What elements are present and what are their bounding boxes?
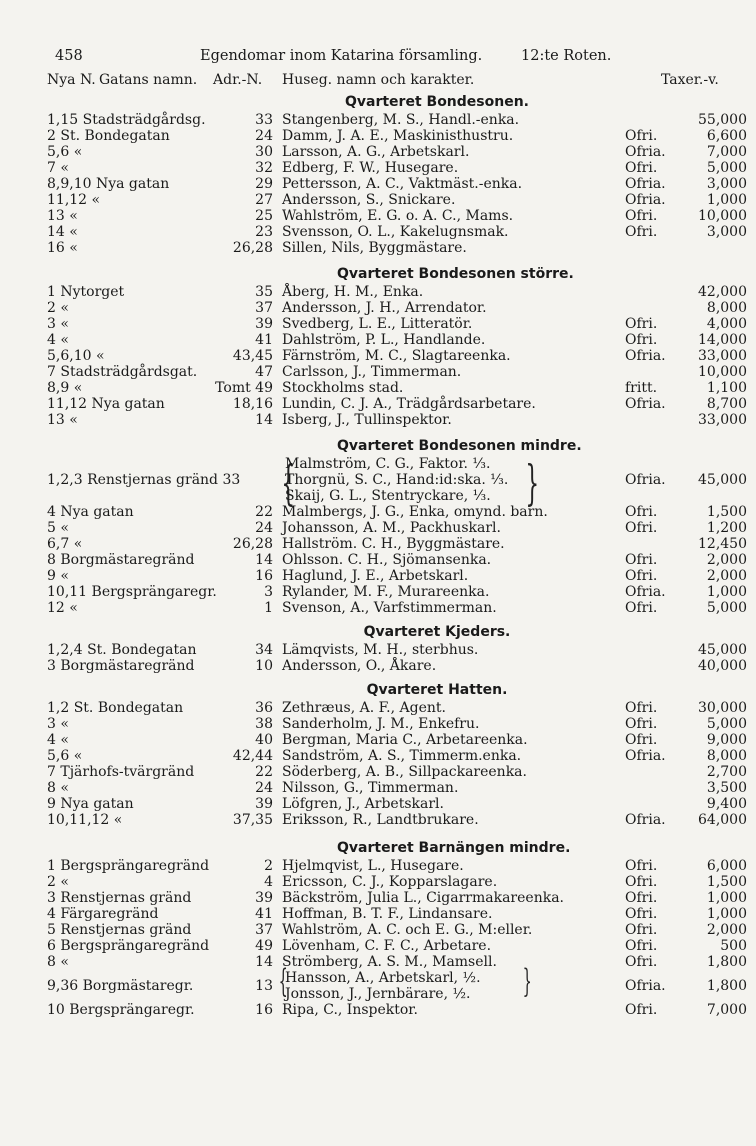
table-row bbox=[47, 642, 751, 658]
table-row bbox=[47, 732, 751, 748]
tax-value-cell: 33,000 bbox=[698, 412, 747, 428]
tax-value-cell: 2,000 bbox=[706, 568, 747, 584]
tax-value-cell: 5,000 bbox=[706, 716, 747, 732]
tax-status-cell: Ofria. bbox=[625, 348, 666, 364]
tax-value-cell: 1,000 bbox=[706, 890, 747, 906]
house-number-cell: 36 bbox=[255, 700, 273, 716]
section-title: Qvarteret Kjeders. bbox=[363, 624, 511, 640]
address-cell: 12 « bbox=[47, 600, 78, 616]
house-number-cell: 24 bbox=[255, 128, 273, 144]
address-cell: 1,2,4 St. Bondegatan bbox=[47, 642, 197, 658]
house-number-cell: 14 bbox=[255, 552, 273, 568]
address-cell: 7 Tjärhofs-tvärgränd bbox=[47, 764, 195, 780]
tax-value-cell: 64,000 bbox=[698, 812, 747, 828]
owner-cell: Svensson, O. L., Kakelugnsmak. bbox=[282, 224, 509, 240]
table-row bbox=[47, 364, 751, 380]
tax-status-cell: Ofri. bbox=[625, 504, 658, 520]
owner-cell: Hansson, A., Arbetskarl, ½. bbox=[285, 970, 481, 986]
owner-cell: Lundin, C. J. A., Trädgårdsarbetare. bbox=[282, 396, 536, 412]
tax-status-cell: Ofri. bbox=[625, 858, 658, 874]
address-cell: 10,11 Bergsprängaregr. bbox=[47, 584, 217, 600]
house-number-cell: 24 bbox=[255, 780, 273, 796]
address-cell: 10 Bergsprängaregr. bbox=[47, 1002, 195, 1018]
owner-cell: Söderberg, A. B., Sillpackareenka. bbox=[282, 764, 527, 780]
house-number-cell: 29 bbox=[255, 176, 273, 192]
quarter-section bbox=[47, 92, 751, 256]
address-cell: 3 « bbox=[47, 716, 69, 732]
table-row bbox=[47, 906, 751, 922]
right-brace-icon: } bbox=[525, 455, 540, 511]
tax-value-cell: 45,000 bbox=[698, 472, 747, 488]
page-header bbox=[55, 48, 705, 66]
address-cell: 2 « bbox=[47, 874, 69, 890]
house-number-cell: 3 bbox=[264, 584, 273, 600]
address-cell: 1 Bergsprängaregränd bbox=[47, 858, 210, 874]
tax-status-cell: fritt. bbox=[625, 380, 658, 396]
page-number: 458 bbox=[55, 48, 83, 64]
table-row bbox=[47, 160, 751, 176]
owner-cell: Thorgnü, S. C., Hand:id:ska. ⅓. bbox=[285, 472, 509, 488]
table-row bbox=[47, 780, 751, 796]
address-cell: 8 Borgmästaregränd bbox=[47, 552, 195, 568]
tax-status-cell: Ofri. bbox=[625, 874, 658, 890]
owner-cell: Malmbergs, J. G., Enka, omynd. barn. bbox=[282, 504, 548, 520]
table-row bbox=[47, 796, 751, 812]
address-cell: 4 « bbox=[47, 332, 69, 348]
tax-status-cell: Ofria. bbox=[625, 472, 666, 488]
address-cell: 9,36 Borgmästaregr. bbox=[47, 978, 194, 994]
address-cell: 1,15 Stadsträdgårdsg. bbox=[47, 112, 206, 128]
tax-value-cell: 1,200 bbox=[706, 520, 747, 536]
tax-value-cell: 3,500 bbox=[706, 780, 747, 796]
tax-status-cell: Ofri. bbox=[625, 160, 658, 176]
owner-cell: Dahlström, P. L., Handlande. bbox=[282, 332, 486, 348]
house-number-cell: 24 bbox=[255, 520, 273, 536]
table-row bbox=[47, 716, 751, 732]
tax-status-cell: Ofria. bbox=[625, 978, 666, 994]
tax-status-cell: Ofri. bbox=[625, 938, 658, 954]
house-number-cell: 26,28 bbox=[232, 536, 273, 552]
tax-status-cell: Ofri. bbox=[625, 922, 658, 938]
table-row bbox=[47, 520, 751, 536]
house-number-cell: 22 bbox=[255, 504, 273, 520]
address-cell: 3 « bbox=[47, 316, 69, 332]
tax-value-cell: 2,700 bbox=[706, 764, 747, 780]
owner-cell: Stangenberg, M. S., Handl.-enka. bbox=[282, 112, 520, 128]
tax-status-cell: Ofri. bbox=[625, 600, 658, 616]
owner-cell: Hjelmqvist, L., Husegare. bbox=[282, 858, 464, 874]
table-row bbox=[47, 112, 751, 128]
owner-cell: Hoffman, B. T. F., Lindansare. bbox=[282, 906, 493, 922]
tax-value-cell: 3,000 bbox=[706, 176, 747, 192]
address-cell: 2 « bbox=[47, 300, 69, 316]
tax-status-cell: Ofri. bbox=[625, 568, 658, 584]
house-number-cell: 37,35 bbox=[232, 812, 273, 828]
house-number-cell: 43,45 bbox=[232, 348, 273, 364]
owner-cell: Bäckström, Julia L., Cigarrmakareenka. bbox=[282, 890, 564, 906]
tax-value-cell: 1,000 bbox=[706, 906, 747, 922]
owner-cell: Strömberg, A. S. M., Mamsell. bbox=[282, 954, 497, 970]
table-row bbox=[47, 380, 751, 396]
tax-value-cell: 33,000 bbox=[698, 348, 747, 364]
house-number-cell: Tomt 49 bbox=[215, 380, 273, 396]
tax-value-cell: 1,800 bbox=[706, 978, 747, 994]
table-row bbox=[47, 332, 751, 348]
table-row bbox=[47, 536, 751, 552]
table-row bbox=[47, 176, 751, 192]
address-cell: 4 « bbox=[47, 732, 69, 748]
table-row bbox=[47, 658, 751, 674]
section-title: Qvarteret Hatten. bbox=[366, 682, 508, 698]
table-row bbox=[47, 700, 751, 716]
tax-value-cell: 1,800 bbox=[706, 954, 747, 970]
table-row bbox=[47, 316, 751, 332]
right-brace-icon: } bbox=[522, 962, 532, 1000]
house-number-cell: 26,28 bbox=[232, 240, 273, 256]
tax-status-cell: Ofria. bbox=[625, 396, 666, 412]
tax-value-cell: 1,000 bbox=[706, 584, 747, 600]
owner-cell: Larsson, A. G., Arbetskarl. bbox=[282, 144, 470, 160]
tax-value-cell: 1,100 bbox=[706, 380, 747, 396]
tax-status-cell: Ofri. bbox=[625, 890, 658, 906]
tax-value-cell: 5,000 bbox=[706, 160, 747, 176]
table-row bbox=[47, 240, 751, 256]
address-cell: 8 « bbox=[47, 954, 69, 970]
tax-value-cell: 7,000 bbox=[706, 1002, 747, 1018]
address-cell: 9 « bbox=[47, 568, 69, 584]
table-row bbox=[47, 552, 751, 568]
house-number-cell: 41 bbox=[255, 332, 273, 348]
house-number-cell: 14 bbox=[255, 412, 273, 428]
table-row bbox=[47, 192, 751, 208]
tax-status-cell: Ofria. bbox=[625, 812, 666, 828]
house-number-cell: 16 bbox=[255, 1002, 273, 1018]
owner-cell: Zethræus, A. F., Agent. bbox=[282, 700, 446, 716]
tax-value-cell: 8,000 bbox=[706, 300, 747, 316]
address-cell: 7 Stadsträdgårdsgat. bbox=[47, 364, 198, 380]
address-cell: 2 St. Bondegatan bbox=[47, 128, 170, 144]
table-row bbox=[47, 128, 751, 144]
column-headers bbox=[47, 72, 747, 90]
grouped-owner-row bbox=[47, 455, 751, 511]
owner-cell: Isberg, J., Tullinspektor. bbox=[282, 412, 452, 428]
quarter-section bbox=[47, 838, 751, 1018]
table-row bbox=[47, 284, 751, 300]
tax-status-cell: Ofri. bbox=[625, 700, 658, 716]
house-number-cell: 39 bbox=[255, 890, 273, 906]
address-cell: 10,11,12 « bbox=[47, 812, 123, 828]
column-header-adr-n: Adr.-N. bbox=[213, 72, 263, 88]
address-cell: 6,7 « bbox=[47, 536, 83, 552]
table-row bbox=[47, 890, 751, 906]
tax-status-cell: Ofri. bbox=[625, 732, 658, 748]
address-cell: 5,6 « bbox=[47, 748, 83, 764]
house-number-cell: 35 bbox=[255, 284, 273, 300]
table-row bbox=[47, 504, 751, 520]
table-row bbox=[47, 874, 751, 890]
house-number-cell: 32 bbox=[255, 160, 273, 176]
tax-status-cell: Ofria. bbox=[625, 192, 666, 208]
page-title: Egendomar inom Katarina församling. bbox=[200, 48, 483, 64]
owner-cell: Andersson, O., Åkare. bbox=[282, 658, 437, 674]
owner-cell: Sanderholm, J. M., Enkefru. bbox=[282, 716, 480, 732]
owner-cell: Rylander, M. F., Murareenka. bbox=[282, 584, 490, 600]
owner-cell: Stockholms stad. bbox=[282, 380, 404, 396]
owner-cell: Andersson, J. H., Arrendator. bbox=[282, 300, 487, 316]
tax-value-cell: 14,000 bbox=[698, 332, 747, 348]
tax-value-cell: 6,600 bbox=[706, 128, 747, 144]
address-cell: 6 Bergsprängaregränd bbox=[47, 938, 210, 954]
table-row bbox=[47, 396, 751, 412]
tax-value-cell: 4,000 bbox=[706, 316, 747, 332]
owner-cell: Damm, J. A. E., Maskinisthustru. bbox=[282, 128, 514, 144]
house-number-cell: 39 bbox=[255, 316, 273, 332]
owner-cell: Sillen, Nils, Byggmästare. bbox=[282, 240, 467, 256]
table-row bbox=[47, 922, 751, 938]
house-number-cell: 13 bbox=[255, 978, 273, 994]
address-cell: 9 Nya gatan bbox=[47, 796, 134, 812]
section-title: Qvarteret Bondesonen. bbox=[344, 94, 529, 110]
tax-value-cell: 1,000 bbox=[706, 192, 747, 208]
tax-status-cell: Ofri. bbox=[625, 1002, 658, 1018]
owner-cell: Åberg, H. M., Enka. bbox=[282, 284, 424, 300]
owner-cell: Lövenham, C. F. C., Arbetare. bbox=[282, 938, 492, 954]
house-number-cell: 42,44 bbox=[232, 748, 273, 764]
table-row bbox=[47, 412, 751, 428]
tax-status-cell: Ofria. bbox=[625, 584, 666, 600]
table-row bbox=[47, 584, 751, 600]
tax-value-cell: 2,000 bbox=[706, 922, 747, 938]
table-row bbox=[47, 938, 751, 954]
address-cell: 13 « bbox=[47, 412, 78, 428]
tax-status-cell: Ofri. bbox=[625, 224, 658, 240]
owner-cell: Löfgren, J., Arbetskarl. bbox=[282, 796, 444, 812]
tax-value-cell: 9,400 bbox=[706, 796, 747, 812]
table-row bbox=[47, 764, 751, 780]
address-cell: 5,6 « bbox=[47, 144, 83, 160]
tax-value-cell: 12,450 bbox=[698, 536, 747, 552]
tax-value-cell: 40,000 bbox=[698, 658, 747, 674]
tax-status-cell: Ofri. bbox=[625, 716, 658, 732]
table-row bbox=[47, 568, 751, 584]
house-number-cell: 14 bbox=[255, 954, 273, 970]
address-cell: 16 « bbox=[47, 240, 78, 256]
tax-value-cell: 2,000 bbox=[706, 552, 747, 568]
house-number-cell: 16 bbox=[255, 568, 273, 584]
table-row bbox=[47, 348, 751, 364]
tax-status-cell: Ofri. bbox=[625, 906, 658, 922]
quarter-section bbox=[47, 264, 751, 428]
tax-value-cell: 1,500 bbox=[706, 504, 747, 520]
house-number-cell: 25 bbox=[255, 208, 273, 224]
owner-cell: Edberg, F. W., Husegare. bbox=[282, 160, 459, 176]
address-cell: 1 Nytorget bbox=[47, 284, 125, 300]
quarter-section bbox=[47, 622, 751, 674]
tax-status-cell: Ofria. bbox=[625, 176, 666, 192]
tax-value-cell: 30,000 bbox=[698, 700, 747, 716]
address-cell: 4 Nya gatan bbox=[47, 504, 134, 520]
tax-value-cell: 9,000 bbox=[706, 732, 747, 748]
owner-cell: Pettersson, A. C., Vaktmäst.-enka. bbox=[282, 176, 523, 192]
house-number-cell: 34 bbox=[255, 642, 273, 658]
tax-value-cell: 6,000 bbox=[706, 858, 747, 874]
owner-cell: Wahlström, A. C. och E. G., M:eller. bbox=[282, 922, 533, 938]
owner-cell: Johansson, A. M., Packhuskarl. bbox=[282, 520, 501, 536]
owner-cell: Ericsson, C. J., Kopparslagare. bbox=[282, 874, 498, 890]
section-title: Qvarteret Barnängen mindre. bbox=[337, 840, 571, 856]
owner-cell: Hallström. C. H., Byggmästare. bbox=[282, 536, 505, 552]
tax-status-cell: Ofri. bbox=[625, 332, 658, 348]
tax-status-cell: Ofri. bbox=[625, 316, 658, 332]
owner-cell: Sandström, A. S., Timmerm.enka. bbox=[282, 748, 522, 764]
address-cell: 7 « bbox=[47, 160, 69, 176]
tax-value-cell: 8,700 bbox=[706, 396, 747, 412]
column-header-nya-n: Nya N. bbox=[47, 72, 96, 88]
tax-value-cell: 3,000 bbox=[706, 224, 747, 240]
address-cell: 3 Renstjernas gränd bbox=[47, 890, 192, 906]
address-cell: 11,12 Nya gatan bbox=[47, 396, 165, 412]
owner-cell: Carlsson, J., Timmerman. bbox=[282, 364, 462, 380]
table-row bbox=[47, 224, 751, 240]
column-header-gatans-namn: Gatans namn. bbox=[99, 72, 198, 88]
address-cell: 5,6,10 « bbox=[47, 348, 105, 364]
table-row bbox=[47, 954, 751, 970]
owner-cell: Jonsson, J., Jernbärare, ½. bbox=[285, 986, 471, 1002]
owner-cell: Wahlström, E. G. o. A. C., Mams. bbox=[282, 208, 514, 224]
address-cell: 3 Borgmästaregränd bbox=[47, 658, 195, 674]
owner-cell: Haglund, J. E., Arbetskarl. bbox=[282, 568, 469, 584]
house-number-cell: 10 bbox=[255, 658, 273, 674]
table-row bbox=[47, 858, 751, 874]
left-brace-icon: { bbox=[278, 962, 288, 1000]
tax-value-cell: 8,000 bbox=[706, 748, 747, 764]
address-cell: 8,9,10 Nya gatan bbox=[47, 176, 170, 192]
owner-cell: Svenson, A., Varfstimmerman. bbox=[282, 600, 497, 616]
roten-label: 12:te Roten. bbox=[521, 48, 612, 64]
quarter-section bbox=[47, 680, 751, 828]
tax-status-cell: Ofri. bbox=[625, 520, 658, 536]
house-number-cell: 49 bbox=[255, 938, 273, 954]
table-row bbox=[47, 144, 751, 160]
owner-cell: Malmström, C. G., Faktor. ⅓. bbox=[285, 456, 491, 472]
owner-cell: Ohlsson. C. H., Sjömansenka. bbox=[282, 552, 492, 568]
house-number-cell: 4 bbox=[264, 874, 273, 890]
quarter-section bbox=[47, 436, 751, 616]
register-content bbox=[47, 92, 751, 1018]
tax-value-cell: 1,500 bbox=[706, 874, 747, 890]
house-number-cell: 30 bbox=[255, 144, 273, 160]
house-number-cell: 22 bbox=[255, 764, 273, 780]
left-brace-icon: { bbox=[281, 455, 296, 511]
owner-cell: Lämqvists, M. H., sterbhus. bbox=[282, 642, 479, 658]
owner-cell: Bergman, Maria C., Arbetareenka. bbox=[282, 732, 528, 748]
tax-value-cell: 45,000 bbox=[698, 642, 747, 658]
table-row bbox=[47, 600, 751, 616]
tax-value-cell: 10,000 bbox=[698, 208, 747, 224]
table-row bbox=[47, 748, 751, 764]
house-number-cell: 27 bbox=[255, 192, 273, 208]
address-cell: 11,12 « bbox=[47, 192, 101, 208]
house-number-cell: 37 bbox=[255, 922, 273, 938]
house-number-cell: 40 bbox=[255, 732, 273, 748]
house-number-cell: 23 bbox=[255, 224, 273, 240]
address-cell: 8 « bbox=[47, 780, 69, 796]
tax-status-cell: Ofri. bbox=[625, 128, 658, 144]
table-row bbox=[47, 1002, 751, 1018]
address-cell: 5 « bbox=[47, 520, 69, 536]
tax-status-cell: Ofri. bbox=[625, 208, 658, 224]
address-cell: 1,2,3 Renstjernas gränd 33 bbox=[47, 472, 241, 488]
house-number-cell: 18,16 bbox=[232, 396, 273, 412]
tax-value-cell: 55,000 bbox=[698, 112, 747, 128]
address-cell: 8,9 « bbox=[47, 380, 83, 396]
section-title: Qvarteret Bondesonen större. bbox=[337, 266, 574, 282]
table-row bbox=[47, 208, 751, 224]
house-number-cell: 1 bbox=[264, 600, 273, 616]
house-number-cell: 37 bbox=[255, 300, 273, 316]
address-cell: 5 Renstjernas gränd bbox=[47, 922, 192, 938]
owner-cell: Eriksson, R., Landtbrukare. bbox=[282, 812, 479, 828]
tax-value-cell: 5,000 bbox=[706, 600, 747, 616]
address-cell: 1,2 St. Bondegatan bbox=[47, 700, 184, 716]
tax-value-cell: 10,000 bbox=[698, 364, 747, 380]
owner-cell: Andersson, S., Snickare. bbox=[282, 192, 456, 208]
tax-status-cell: Ofri. bbox=[625, 954, 658, 970]
owner-cell: Nilsson, G., Timmerman. bbox=[282, 780, 459, 796]
tax-value-cell: 500 bbox=[720, 938, 747, 954]
tax-status-cell: Ofri. bbox=[625, 552, 658, 568]
tax-value-cell: 42,000 bbox=[698, 284, 747, 300]
owner-cell: Ripa, C., Inspektor. bbox=[282, 1002, 418, 1018]
owner-cell: Skaij, G. L., Stentryckare, ⅓. bbox=[285, 488, 491, 504]
address-cell: 4 Färgaregränd bbox=[47, 906, 159, 922]
house-number-cell: 41 bbox=[255, 906, 273, 922]
tax-status-cell: Ofria. bbox=[625, 144, 666, 160]
address-cell: 14 « bbox=[47, 224, 78, 240]
tax-value-cell: 7,000 bbox=[706, 144, 747, 160]
owner-cell: Svedberg, L. E., Litteratör. bbox=[282, 316, 473, 332]
table-row bbox=[47, 300, 751, 316]
house-number-cell: 2 bbox=[264, 858, 273, 874]
column-header-huseg: Huseg. namn och karakter. bbox=[282, 72, 475, 88]
tax-status-cell: Ofria. bbox=[625, 748, 666, 764]
house-number-cell: 38 bbox=[255, 716, 273, 732]
house-number-cell: 39 bbox=[255, 796, 273, 812]
section-title: Qvarteret Bondesonen mindre. bbox=[337, 438, 582, 454]
house-number-cell: 33 bbox=[255, 112, 273, 128]
owner-cell: Färnström, M. C., Slagtareenka. bbox=[282, 348, 511, 364]
address-cell: 13 « bbox=[47, 208, 78, 224]
column-header-taxer: Taxer.-v. bbox=[661, 72, 719, 88]
table-row bbox=[47, 812, 751, 828]
house-number-cell: 47 bbox=[255, 364, 273, 380]
